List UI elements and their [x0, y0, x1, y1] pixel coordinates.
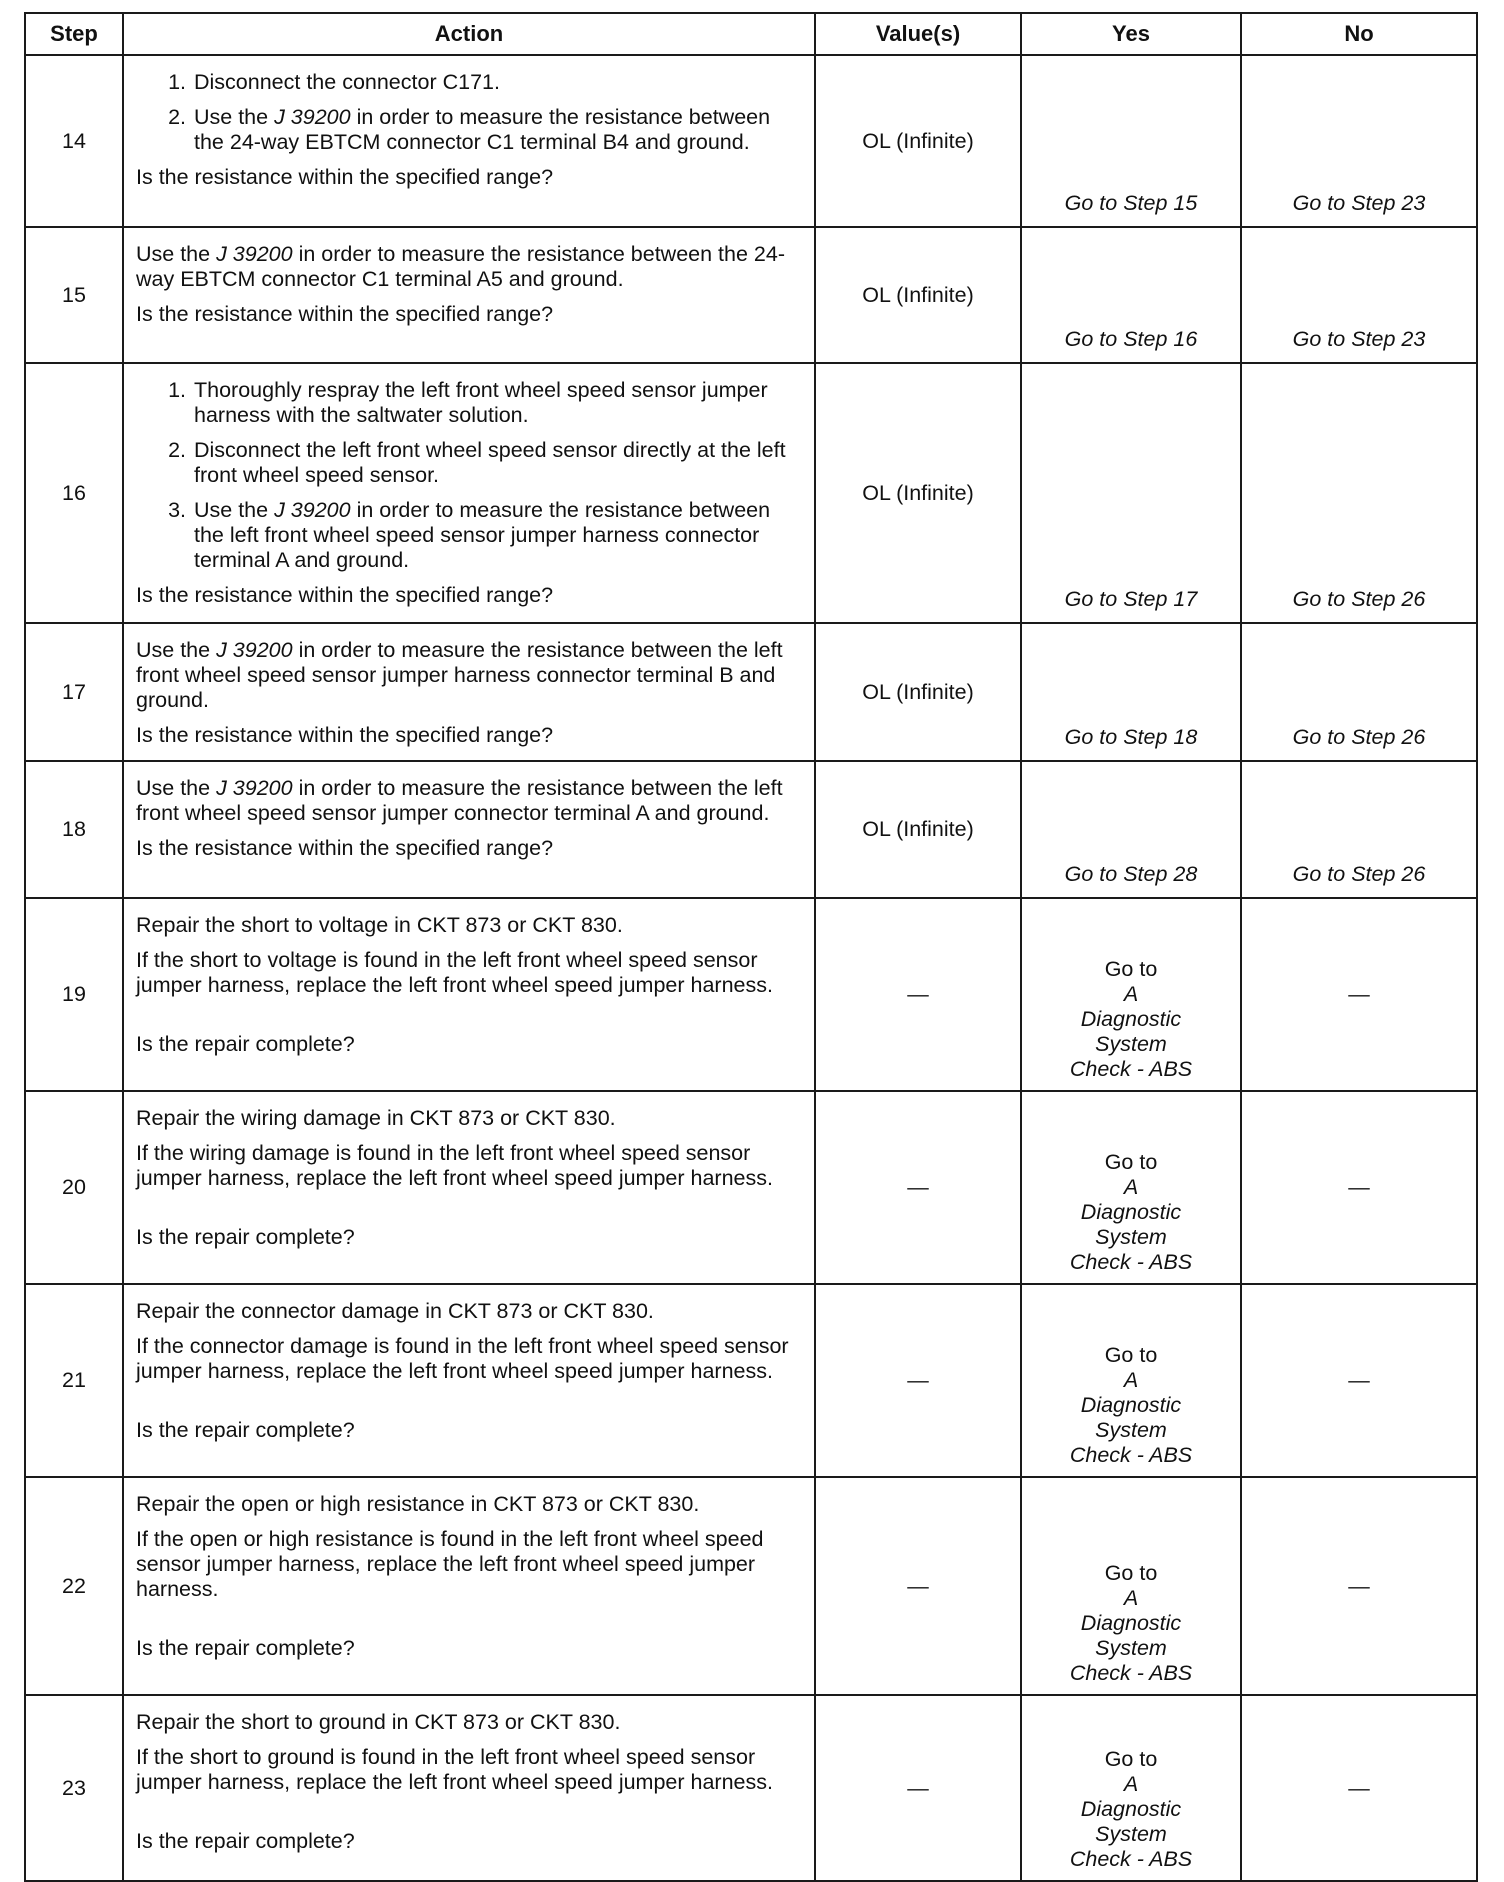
no-cell: —	[1241, 1695, 1477, 1881]
action-cell	[123, 761, 815, 898]
action-cell	[123, 363, 815, 623]
action-text: Repair the connector damage in CKT 873 or CKT 830.	[136, 1299, 654, 1323]
tool-name: J 39200	[216, 776, 293, 800]
table-row	[25, 1091, 1477, 1284]
table-row	[25, 898, 1477, 1091]
no-cell: —	[1241, 1284, 1477, 1477]
value-cell: —	[815, 1091, 1021, 1284]
no-cell: Go to Step 26	[1241, 761, 1477, 898]
action-item: 3. Use the J 39200 in order to measure the resistance between the left front wheel speed sensor jumper harness connector terminal A and ground.	[192, 498, 804, 573]
table-row	[25, 1284, 1477, 1477]
value-cell: OL (Infinite)	[815, 55, 1021, 227]
diagnostic-table	[24, 12, 1478, 1882]
action-text: Use the J 39200 in order to measure the resistance between the 24-way EBTCM connector C1 terminal A5 and ground.	[136, 242, 785, 291]
action-question: Is the resistance within the specified range?	[136, 836, 554, 860]
yes-cell: Go to Step 17	[1021, 363, 1241, 623]
no-cell: Go to Step 26	[1241, 363, 1477, 623]
action-question: Is the resistance within the specified range?	[136, 165, 554, 189]
action-cell	[123, 227, 815, 363]
table-row	[25, 623, 1477, 761]
step-number: 22	[25, 1477, 123, 1695]
action-item: 1. Thoroughly respray the left front wheel speed sensor jumper harness with the saltwater solution.	[192, 378, 804, 428]
value-cell: OL (Infinite)	[815, 227, 1021, 363]
header-values: Value(s)	[815, 13, 1021, 55]
action-text: If the wiring damage is found in the left front wheel speed sensor jumper harness, replace the left front wheel speed jumper harness.	[136, 1141, 773, 1190]
yes-goto: Go to A Diagnostic System Check - ABS	[1069, 1150, 1193, 1274]
step-number: 23	[25, 1695, 123, 1881]
action-question: Is the resistance within the specified range?	[136, 723, 554, 747]
header-row	[25, 13, 1477, 55]
value-cell: OL (Infinite)	[815, 363, 1021, 623]
yes-cell	[1021, 1695, 1241, 1881]
yes-cell: Go to Step 16	[1021, 227, 1241, 363]
action-cell	[123, 1477, 815, 1695]
action-cell	[123, 1091, 815, 1284]
action-question: Is the repair complete?	[136, 1829, 355, 1853]
action-text: Repair the open or high resistance in CKT 873 or CKT 830.	[136, 1492, 700, 1516]
tool-name: J 39200	[274, 105, 351, 129]
action-text: Use the J 39200 in order to measure the resistance between the left front wheel speed sensor jumper harness connector terminal B and ground.	[136, 638, 783, 712]
action-item: 1. Disconnect the connector C171.	[192, 70, 804, 95]
value-cell: —	[815, 1284, 1021, 1477]
step-number: 15	[25, 227, 123, 363]
tool-name: J 39200	[216, 242, 293, 266]
table-row	[25, 1477, 1477, 1695]
table-row	[25, 363, 1477, 623]
step-number: 19	[25, 898, 123, 1091]
table-row	[25, 761, 1477, 898]
step-number: 17	[25, 623, 123, 761]
action-cell	[123, 55, 815, 227]
step-number: 16	[25, 363, 123, 623]
value-cell: —	[815, 1695, 1021, 1881]
action-question: Is the resistance within the specified range?	[136, 302, 554, 326]
action-list	[136, 70, 804, 155]
step-number: 14	[25, 55, 123, 227]
step-number: 20	[25, 1091, 123, 1284]
action-text: If the short to voltage is found in the left front wheel speed sensor jumper harness, replace the left front wheel speed jumper harness.	[136, 948, 773, 997]
step-number: 18	[25, 761, 123, 898]
value-cell: —	[815, 898, 1021, 1091]
yes-cell	[1021, 898, 1241, 1091]
value-cell: —	[815, 1477, 1021, 1695]
yes-goto: Go to A Diagnostic System Check - ABS	[1069, 1343, 1193, 1467]
action-question: Is the repair complete?	[136, 1225, 355, 1249]
action-cell	[123, 623, 815, 761]
table-row	[25, 1695, 1477, 1881]
header-no: No	[1241, 13, 1477, 55]
action-text: Repair the wiring damage in CKT 873 or CKT 830.	[136, 1106, 616, 1130]
action-text: If the connector damage is found in the left front wheel speed sensor jumper harness, replace the left front wheel speed jumper harness.	[136, 1334, 789, 1383]
no-cell: Go to Step 23	[1241, 227, 1477, 363]
yes-cell	[1021, 1284, 1241, 1477]
action-cell	[123, 1695, 815, 1881]
action-item: 2. Disconnect the left front wheel speed sensor directly at the left front wheel speed sensor.	[192, 438, 804, 488]
yes-goto: Go to A Diagnostic System Check - ABS	[1069, 1561, 1193, 1685]
no-cell: —	[1241, 898, 1477, 1091]
yes-cell	[1021, 1091, 1241, 1284]
no-cell: Go to Step 26	[1241, 623, 1477, 761]
action-text: If the open or high resistance is found in the left front wheel speed sensor jumper harness, replace the left front wheel speed jumper harness.	[136, 1527, 764, 1601]
action-text: If the short to ground is found in the left front wheel speed sensor jumper harness, replace the left front wheel speed jumper harness.	[136, 1745, 773, 1794]
table-row	[25, 227, 1477, 363]
action-question: Is the resistance within the specified range?	[136, 583, 554, 607]
no-cell: —	[1241, 1477, 1477, 1695]
action-text: Repair the short to voltage in CKT 873 or CKT 830.	[136, 913, 623, 937]
header-yes: Yes	[1021, 13, 1241, 55]
action-question: Is the repair complete?	[136, 1032, 355, 1056]
yes-goto: Go to A Diagnostic System Check - ABS	[1069, 1747, 1193, 1871]
header-action: Action	[123, 13, 815, 55]
action-cell	[123, 1284, 815, 1477]
action-question: Is the repair complete?	[136, 1418, 355, 1442]
action-cell	[123, 898, 815, 1091]
no-cell: —	[1241, 1091, 1477, 1284]
action-text: Use the J 39200 in order to measure the resistance between the left front wheel speed sensor jumper connector terminal A and ground.	[136, 776, 783, 825]
no-cell: Go to Step 23	[1241, 55, 1477, 227]
action-list	[136, 378, 804, 573]
step-number: 21	[25, 1284, 123, 1477]
action-question: Is the repair complete?	[136, 1636, 355, 1660]
yes-goto: Go to A Diagnostic System Check - ABS	[1069, 957, 1193, 1081]
yes-cell	[1021, 1477, 1241, 1695]
tool-name: J 39200	[274, 498, 351, 522]
action-text: Repair the short to ground in CKT 873 or CKT 830.	[136, 1710, 621, 1734]
value-cell: OL (Infinite)	[815, 761, 1021, 898]
yes-cell: Go to Step 28	[1021, 761, 1241, 898]
yes-cell: Go to Step 15	[1021, 55, 1241, 227]
value-cell: OL (Infinite)	[815, 623, 1021, 761]
action-item: 2. Use the J 39200 in order to measure the resistance between the 24-way EBTCM connector C1 terminal B4 and ground.	[192, 105, 804, 155]
table-row	[25, 55, 1477, 227]
yes-cell: Go to Step 18	[1021, 623, 1241, 761]
tool-name: J 39200	[216, 638, 293, 662]
header-step: Step	[25, 13, 123, 55]
